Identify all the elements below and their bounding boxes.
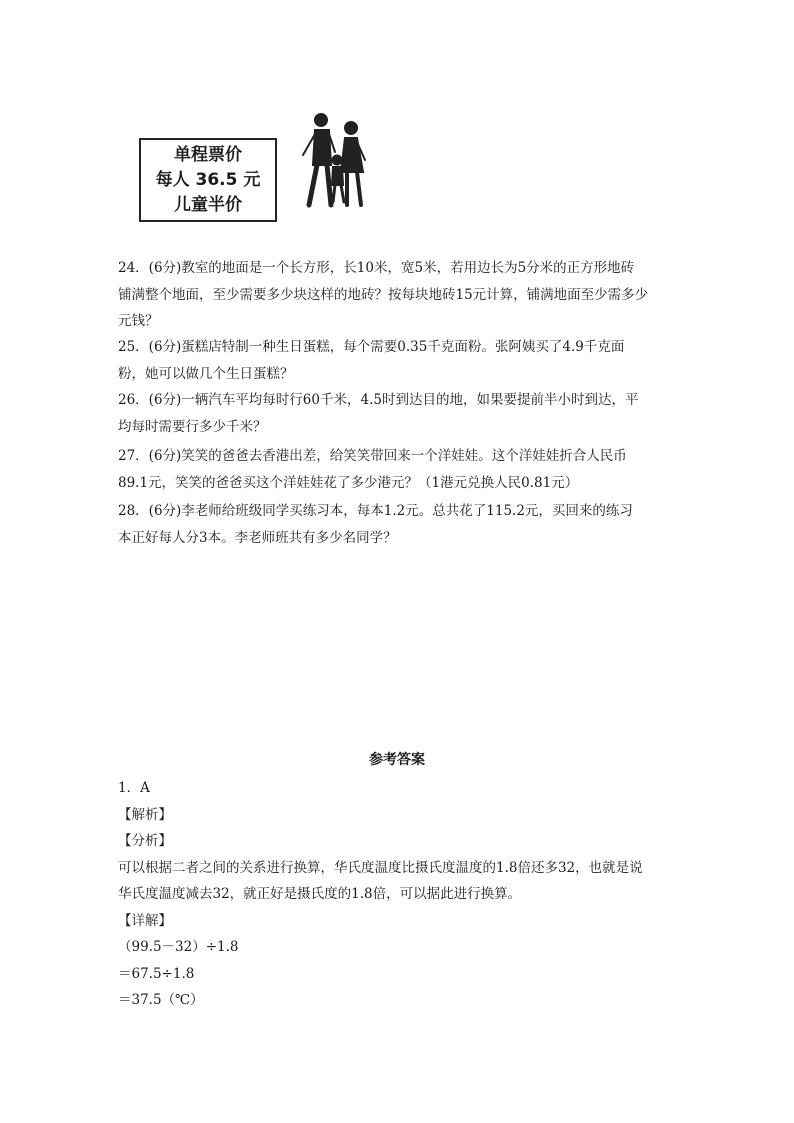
answer-line: 【解析】 (118, 806, 172, 823)
question-line: 粉，她可以做几个生日蛋糕？ (118, 365, 294, 382)
question-line: 铺满整个地面，至少需要多少块这样的地砖？按每块地砖15元计算，铺满地面至少需多少 (118, 286, 649, 303)
answer-line: 华氏度温度减去32，就正好是摄氏度的1.8倍，可以据此进行换算。 (118, 886, 522, 902)
question-24 (118, 255, 678, 335)
ticket-line-3: 儿童半价 (174, 194, 242, 215)
family-walking-illustration (291, 110, 373, 215)
answer-line: 【详解】 (118, 912, 172, 929)
question-line: 元钱？ (118, 313, 159, 329)
answer-line: ＝37.5（℃） (118, 992, 204, 1008)
answer-line: （99.5－32）÷1.8 (118, 939, 239, 955)
ticket-price-sign (139, 138, 277, 222)
question-25 (118, 334, 678, 387)
question-line: 本正好每人分3本。李老师班共有多少名同学？ (118, 529, 397, 546)
question-28 (118, 498, 678, 551)
ticket-line-2: 每人 36.5 元 (155, 169, 261, 190)
answer-line: 1．A (118, 780, 150, 796)
question-line: 27．(6分)笑笑的爸爸去香港出差，给笑笑带回来一个洋娃娃。这个洋娃娃折合人民币 (118, 448, 627, 464)
ticket-line-1: 单程票价 (174, 144, 242, 165)
question-line: 24．(6分)教室的地面是一个长方形，长10米，宽5米，若用边长为5分米的正方形地砖 (118, 260, 635, 276)
answers-section (118, 775, 678, 1014)
answer-line: 【分析】 (118, 833, 172, 849)
question-line: 26．(6分)一辆汽车平均每时行60千米，4.5时到达目的地，如果要提前半小时到达，平 (118, 392, 639, 408)
question-26 (118, 387, 678, 440)
question-line: 25．(6分)蛋糕店特制一种生日蛋糕，每个需要0.35千克面粉。张阿姨买了4.9千克面 (118, 339, 625, 355)
answers-title: 参考答案 (369, 752, 425, 768)
question-line: 28．(6分)李老师给班级同学买练习本，每本1.2元。总共花了115.2元，买回来的练习 (118, 503, 633, 519)
ticket-figure (135, 110, 375, 230)
question-27 (118, 443, 678, 496)
question-line: 均每时需要行多少千米？ (118, 418, 267, 435)
answer-line: 可以根据二者之间的关系进行换算，华氏度温度比摄氏度温度的1.8倍还多32，也就是说 (118, 859, 643, 876)
question-line: 89.1元，笑笑的爸爸买这个洋娃娃花了多少港元？（1港元兑换人民0.81元） (118, 474, 579, 491)
answer-line: ＝67.5÷1.8 (118, 965, 195, 982)
